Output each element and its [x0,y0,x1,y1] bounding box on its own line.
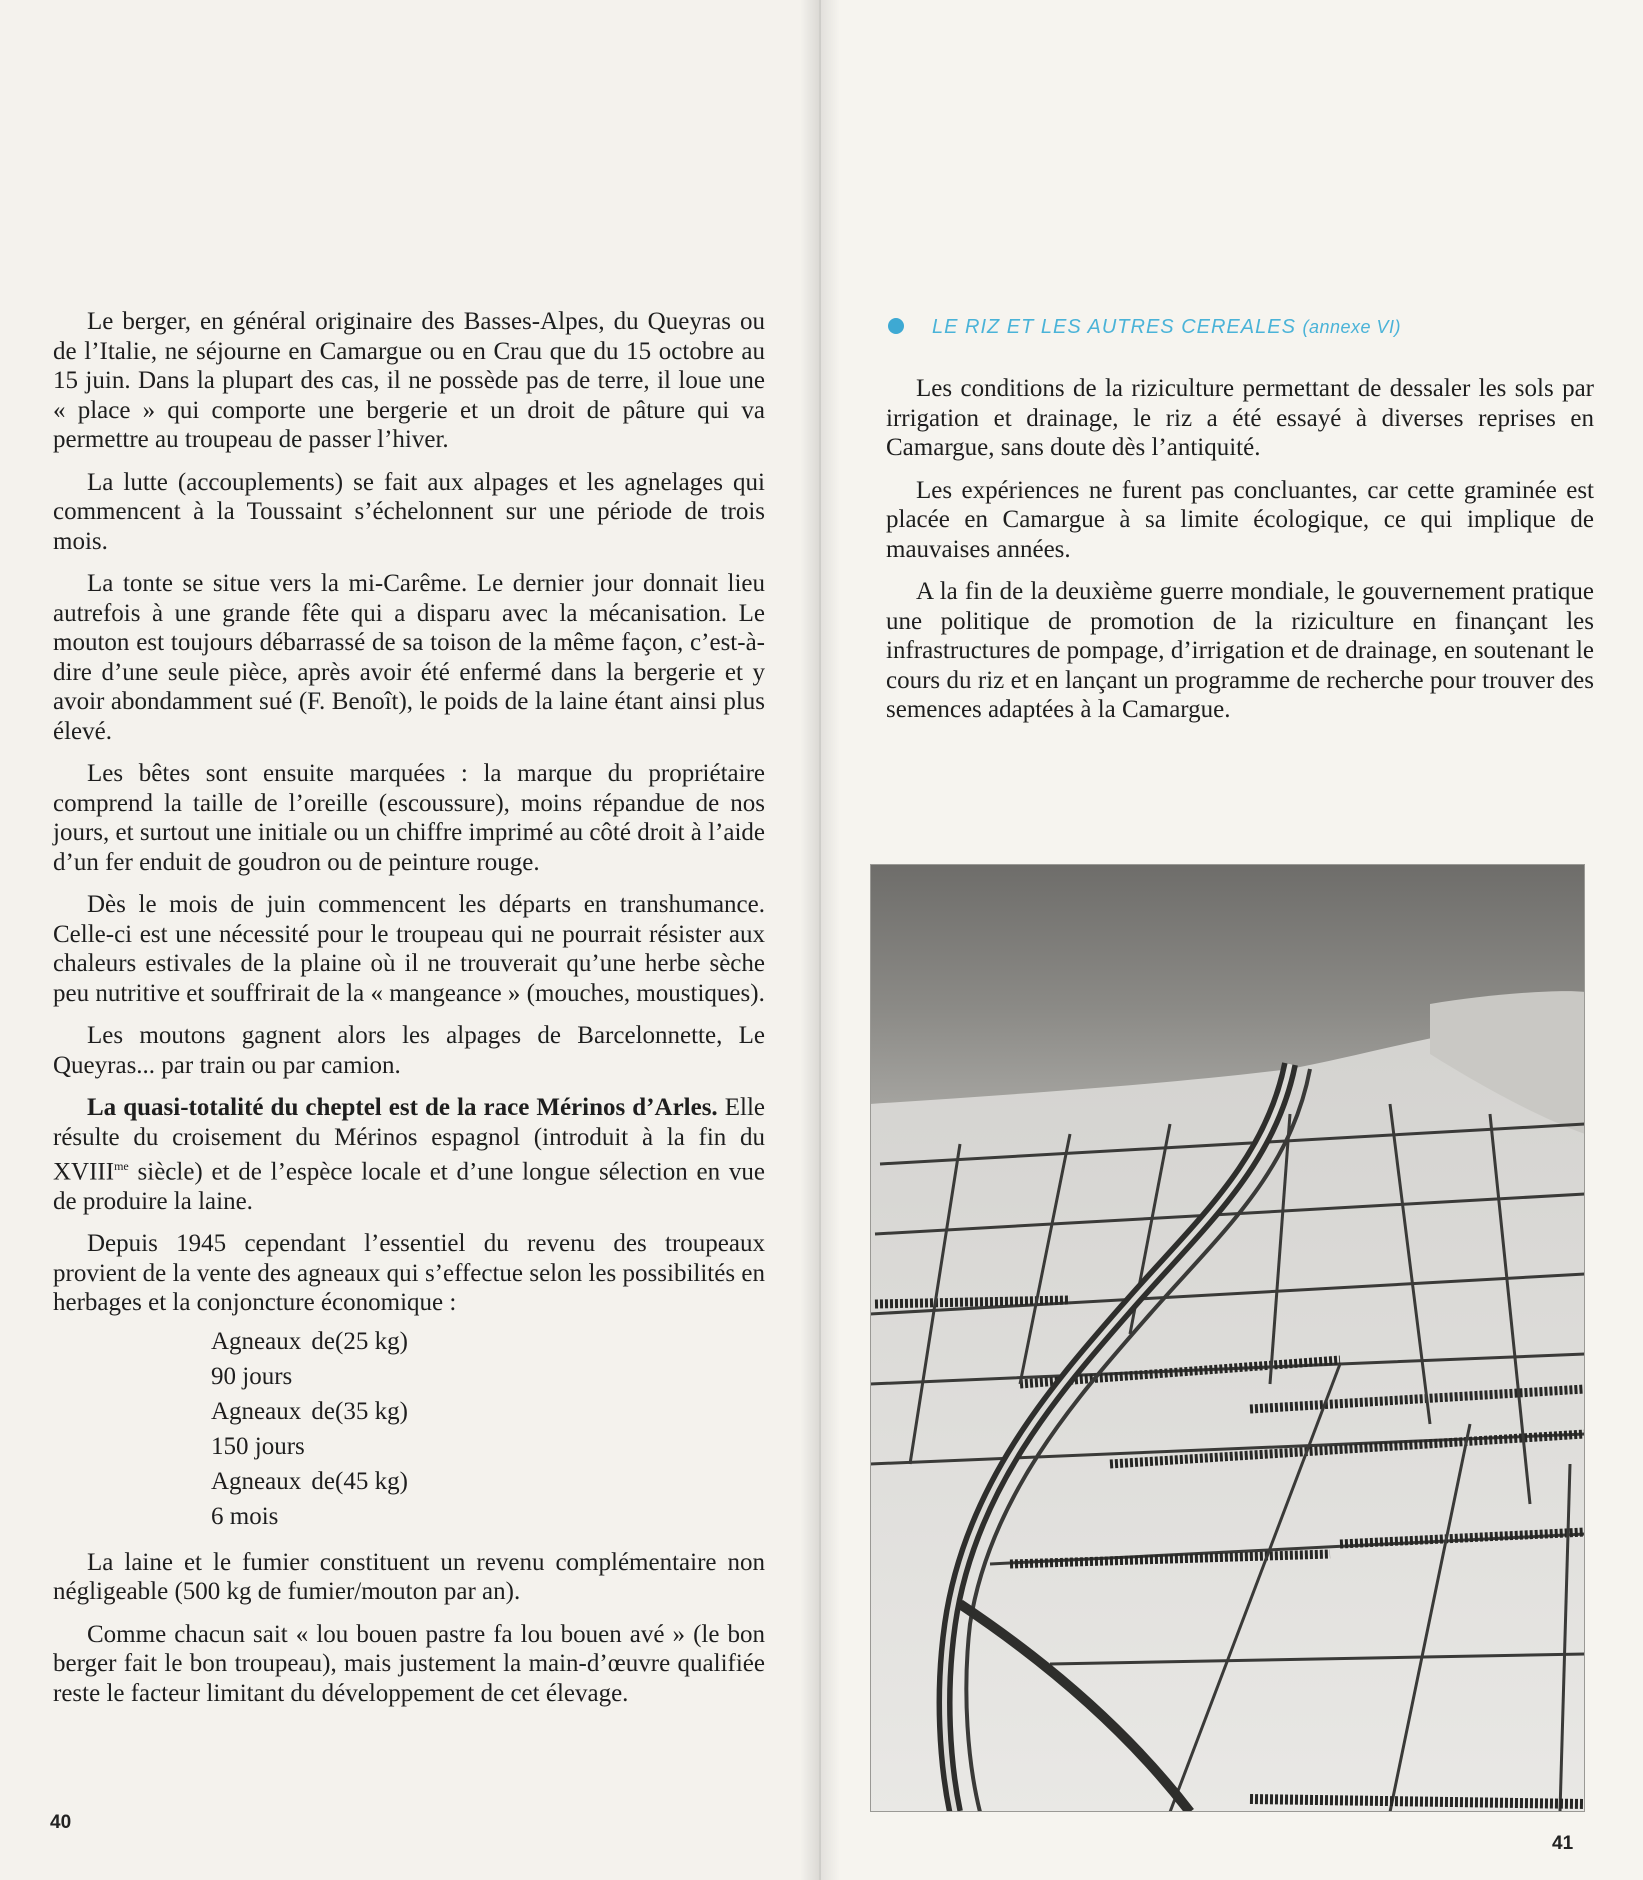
section-annex: (annexe VI) [1302,317,1402,337]
weight-label: Agneaux de 150 jours [211,1397,335,1460]
merinos-superscript: me [114,1159,129,1173]
page-number-left: 40 [50,1812,72,1833]
merinos-text-1: Elle résulte du croisement du Mérinos espagnol (introduit à la fin du XVIII [53,1094,765,1186]
merinos-text-2: siècle) et de l’espèce locale et d’une longue sélection en vue de produire la laine. [53,1158,765,1215]
paragraph-shepherd: Le berger, en général originaire des Basses-Alpes, du Queyras ou de l’Italie, ne séjourne en Camargue ou en Crau que du 15 octobre au 15 juin. Dans la plupart des cas, il ne possède pas de terre, il loue une « place » qui comporte une bergerie et un droit de pâture qui va permettre au troupeau de passer l’hiver. [53,308,765,453]
book-gutter [800,0,840,1880]
paragraph-marking: Les bêtes sont ensuite marquées : la marque du propriétaire comprend la taille de l’oreille (escoussure), moins répandue de nos jours, et surtout une initiale ou un chiffre imprimé au côté droit à l’aide d’un fer enduit de goudron ou de peinture rouge. [53,760,765,876]
paragraph-revenue: Depuis 1945 cependant l’essentiel du revenu des troupeaux provient de la vente des agneaux qui s’effectue selon les possibilités en herbages et la conjoncture économique : [53,1230,765,1317]
paragraph-alpages: Les moutons gagnent alors les alpages de Barcelonnette, Le Queyras... par train ou par camion. [53,1022,765,1079]
weight-label: Agneaux de 90 jours [211,1327,335,1390]
paragraph-mating: La lutte (accouplements) se fait aux alpages et les agnelages qui commencent à la Toussaint s’échelonnent sur une période de trois mois. [53,468,765,555]
left-body-text [53,307,765,1721]
weight-value: (45 kg) [335,1467,408,1495]
paragraph-rice-experiments: Les expériences ne furent pas concluantes, car cette graminée est placée en Camargue à sa limite écologique, ce qui implique de mauvaises années. [886,476,1594,563]
paragraph-good-shepherd: Comme chacun sait « lou bouen pastre fa lou bouen avé » (le bon berger fait le bon troupeau), mais justement la main-d’œuvre qualifiée reste le facteur limitant du développement de cet élevage. [53,1620,765,1707]
paragraph-shearing: La tonte se situe vers la mi-Carême. Le dernier jour donnait lieu autrefois à une grande fête qui a disparu avec la mécanisation. Le mouton est toujours débarrassé de sa toison de la même façon, c’est-à-dire d’une seule pièce, après avoir été enfermé dans la bergerie et y avoir abondamment sué (F. Benoît), le poids de la laine étant ainsi plus élevé. [53,570,765,745]
lamb-weights-table [53,1324,765,1534]
paragraph-rice-policy: A la fin de la deuxième guerre mondiale, le gouvernement pratique une politique de promotion de la riziculture en finançant les infrastructures de pompage, d’irrigation et de drainage, en soutenant le cours du riz et en lançant un programme de recherche pour trouver des semences adaptées à la Camargue. [886,578,1594,723]
section-heading [888,316,1588,339]
paragraph-merinos [53,1093,765,1216]
rice-fields-illustration [870,864,1585,1812]
paragraph-wool-manure: La laine et le fumier constituent un revenu complémentaire non négligeable (500 kg de fumier/mouton par an). [53,1548,765,1606]
weight-value: (35 kg) [335,1397,408,1425]
bullet-icon [888,318,904,334]
paragraph-rice-conditions: Les conditions de la riziculture permettant de dessaler les sols par irrigation et drainage, le riz a été essayé à diverses reprises en Camargue, sans doute dès l’antiquité. [886,375,1594,461]
merinos-bold-lead: La quasi-totalité du cheptel est de la race Mérinos d’Arles. [87,1094,718,1121]
left-page [0,0,820,1880]
weight-value: (25 kg) [335,1327,408,1355]
right-body-text [886,374,1594,738]
rice-fields-aerial-photo [870,864,1585,1812]
paragraph-transhumance: Dès le mois de juin commencent les départs en transhumance. Celle-ci est une nécessité pour le troupeau qui ne pourrait résister aux chaleurs estivales de la plaine où il ne trouverait qu’une herbe sèche peu nutritive et souffrirait de la « mangeance » (mouches, moustiques). [53,891,765,1007]
weight-label: Agneaux de 6 mois [211,1467,335,1530]
section-title: LE RIZ ET LES AUTRES CEREALES [932,316,1296,338]
page-number-right: 41 [1552,1833,1574,1854]
